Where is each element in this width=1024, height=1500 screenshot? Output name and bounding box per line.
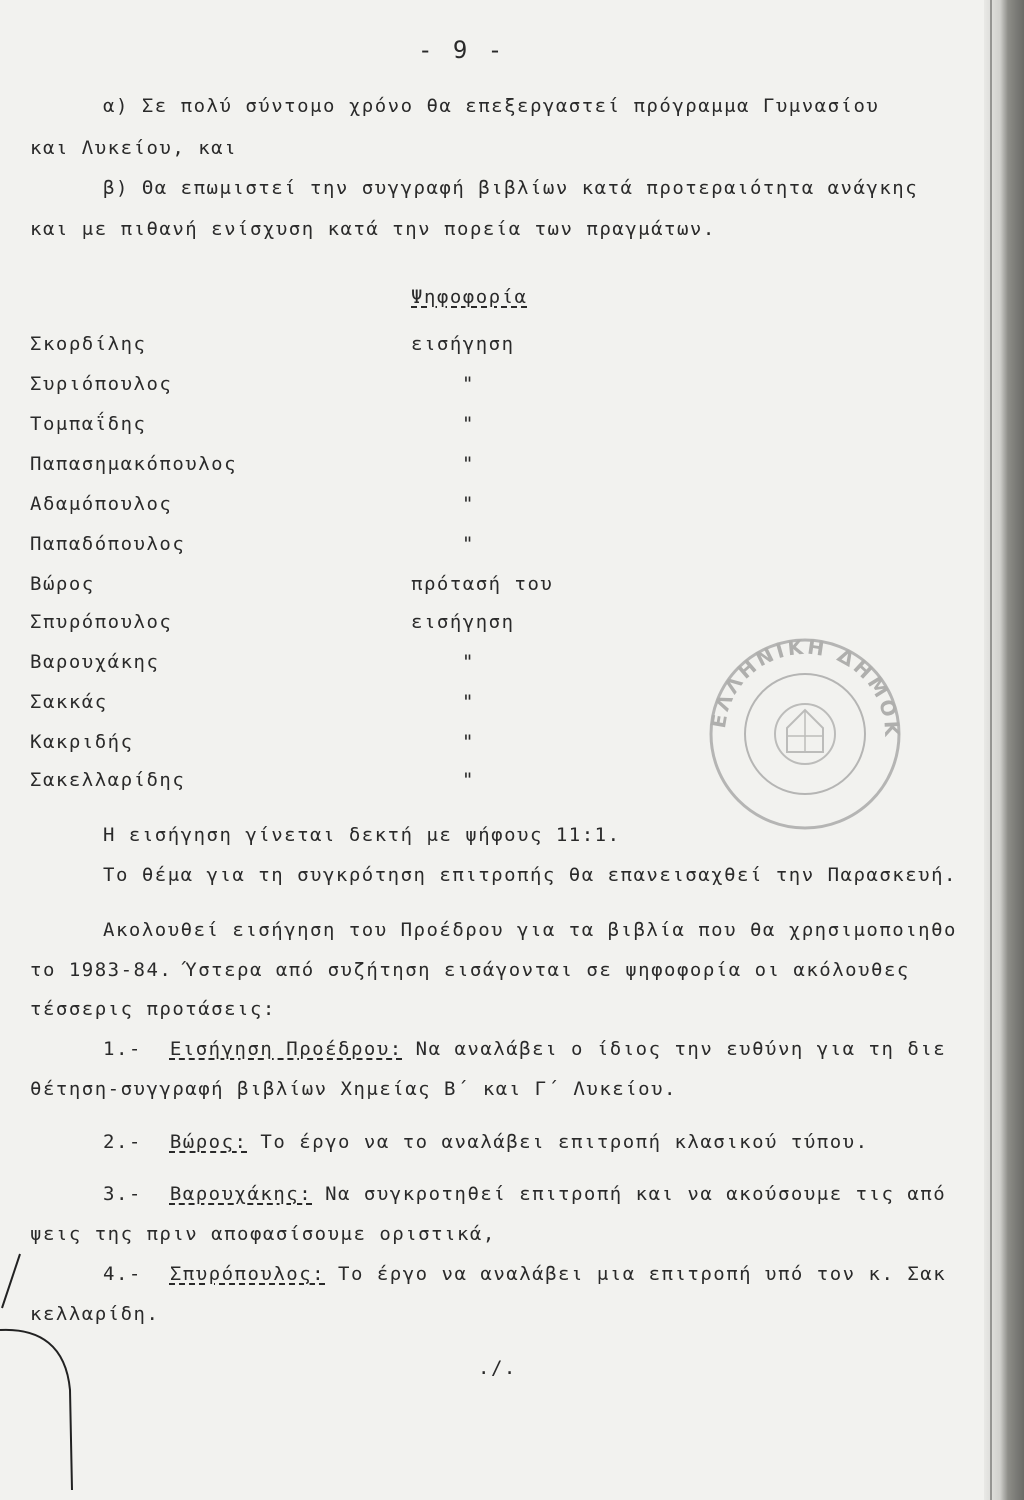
proposal-text: Να συγκροτηθεί επιτροπή και να ακούσουμε τις από	[312, 1183, 947, 1205]
followup-line-3: τέσσερις προτάσεις:	[30, 998, 276, 1020]
vote-name: Σπυρόπουλος	[30, 611, 173, 633]
intro-line-1: α) Σε πολύ σύντομο χρόνο θα επεξεργαστεί πρόγραμμα Γυμνασίου	[103, 95, 880, 117]
proposal-item	[103, 1037, 946, 1061]
proposal-author: Βαρουχάκης:	[169, 1183, 313, 1205]
margin-mark	[0, 1250, 90, 1490]
vote-name: Τομπαΐδης	[30, 413, 147, 435]
proposal-continuation: κελλαρίδη.	[30, 1303, 160, 1325]
vote-name: Σακκάς	[30, 691, 108, 713]
proposal-continuation: θέτηση-συγγραφή βιβλίων Χημείας Β΄ και Γ΄ Λυκείου.	[30, 1078, 677, 1100]
proposal-continuation: ψεις της πριν αποφασίσουμε οριστικά,	[30, 1223, 496, 1245]
followup-line-2: το 1983-84. Ύστερα από συζήτηση εισάγονται σε ψηφοφορία οι ακόλουθες	[30, 959, 910, 981]
vote-heading: Ψηφοφορία	[411, 286, 528, 308]
vote-value: πρότασή του	[411, 573, 554, 595]
seal-text: ΕΛΛΗΝΙΚΗ ΔΗΜΟΚ	[707, 636, 903, 740]
vote-name: Παπασημακόπουλος	[30, 453, 238, 475]
vote-value: "	[462, 493, 475, 515]
committee-note: Το θέμα για τη συγκρότηση επιτροπής θα επανεισαχθεί την Παρασκευή.	[103, 864, 957, 886]
vote-name: Κακριδής	[30, 731, 134, 753]
vote-name: Σκορδίλης	[30, 333, 147, 355]
vote-value: "	[462, 373, 475, 395]
proposal-text: Να αναλάβει ο ίδιος την ευθύνη για τη διε	[402, 1038, 947, 1060]
vote-value: "	[462, 533, 475, 555]
intro-line-4: και με πιθανή ενίσχυση κατά την πορεία των πραγμάτων.	[30, 218, 716, 240]
vote-value: εισήγηση	[411, 611, 515, 633]
vote-name: Συριόπουλος	[30, 373, 173, 395]
vote-name: Αδαμόπουλος	[30, 493, 173, 515]
vote-name: Βώρος	[30, 573, 95, 595]
vote-name: Παπαδόπουλος	[30, 533, 186, 555]
page-edge	[984, 0, 1024, 1500]
vote-name: Σακελλαρίδης	[30, 769, 186, 791]
followup-line-1: Ακολουθεί εισήγηση του Προέδρου για τα βιβλία που θα χρησιμοποιηθο	[103, 919, 957, 941]
vote-value: "	[462, 453, 475, 475]
proposal-number: 3.-	[103, 1183, 142, 1205]
vote-value: "	[462, 691, 475, 713]
intro-line-3: β) Θα επωμιστεί την συγγραφή βιβλίων κατά προτεραιότητα ανάγκης	[103, 177, 919, 199]
vote-value: εισήγηση	[411, 333, 515, 355]
proposal-item	[103, 1182, 946, 1206]
page-number: - 9 -	[418, 36, 506, 64]
official-seal	[707, 636, 903, 832]
proposal-author: Βώρος:	[169, 1131, 248, 1153]
vote-value: "	[462, 731, 475, 753]
intro-line-2: και Λυκείου, και	[30, 137, 238, 159]
proposal-number: 4.-	[103, 1263, 142, 1285]
seal-graphic	[707, 636, 903, 832]
proposal-item	[103, 1262, 946, 1286]
proposal-number: 1.-	[103, 1038, 142, 1060]
vote-name: Βαρουχάκης	[30, 651, 160, 673]
proposal-author: Εισήγηση Προέδρου:	[169, 1038, 403, 1060]
vote-value: "	[462, 769, 475, 791]
vote-result: Η εισήγηση γίνεται δεκτή με ψήφους 11:1.	[103, 824, 621, 846]
vote-value: "	[462, 651, 475, 673]
continuation-mark: ./.	[478, 1357, 517, 1379]
proposal-number: 2.-	[103, 1131, 142, 1153]
vote-value: "	[462, 413, 475, 435]
proposal-text: Το έργο να αναλάβει μια επιτροπή υπό τον κ. Σακ	[325, 1263, 947, 1285]
proposal-item	[103, 1130, 869, 1154]
proposal-author: Σπυρόπουλος:	[169, 1263, 326, 1285]
proposal-text: Το έργο να το αναλάβει επιτροπή κλασικού τύπου.	[247, 1131, 869, 1153]
